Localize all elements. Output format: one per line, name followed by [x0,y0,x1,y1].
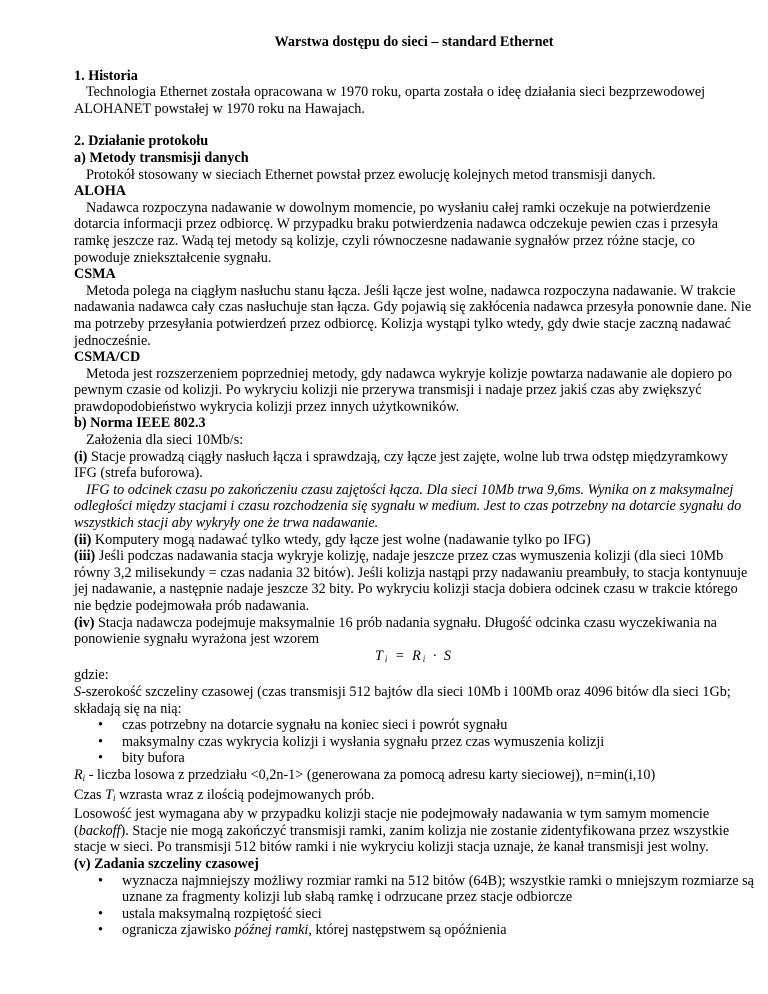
s-variable: S [74,683,82,700]
list-item [74,906,754,923]
formula-dot-s: · S [427,647,453,664]
formula-eq-r: = R [389,647,423,664]
formula-t: T [375,647,385,664]
point-ii-label: (ii) [74,531,92,548]
backoff-formula [74,648,754,668]
czas-sentence [74,787,754,807]
point-v-heading: (v) Zadania szczeliny czasowej [74,855,259,872]
bullet-icon: • [98,717,103,734]
list-item [74,734,754,751]
czas-pre: Czas [74,786,106,803]
formula-r-sub: i [422,653,428,664]
aloha-text: Nadawca rozpoczyna nadawanie w dowolnym momencie, po wysłaniu całej ramki oczekuje na potwierdzenie dotarcia informacji przez odbiorcę. W przypadku braku potwierdzenia nadawca odczekuje pewien czas i przesyła ramkę jeszcze raz. Wadą tej metody są kolizje, czyli równoczesne nadawanie sygnałów przez różne stacje, co powoduje zniekształcenie sygnału. [74,199,718,266]
list-item [74,717,754,734]
bullet-icon: • [98,922,103,939]
czas-variable-sub: i [113,792,116,803]
losowosc-pre: Losowość jest wymagana aby w przypadku kolizji stacje nie podejmowały nadawania w tym samym momencie ( [74,806,710,839]
s-definition-text: -szerokość szczeliny czasowej (czas transmisji 512 bajtów dla sieci 10Mb i 100Mb oraz 4096 bitów dla sieci 1Gb; składają się na nią: [74,683,731,717]
s-definition [74,684,754,717]
list-item-text-pre: ogranicza zjawisko [122,922,235,939]
s-components-list [74,717,754,767]
point-i [74,449,754,482]
point-iv-text: Stacja nadawcza podejmuje maksymalnie 16 prób nadania sygnału. Długość odcinka czasu wyczekiwania na ponowienie sygnału wyrażona jest wzorem [74,614,717,648]
losowosc-paragraph [74,806,754,856]
bullet-icon: • [98,905,103,922]
r-variable: R [74,766,83,783]
csma-text: Metoda polega na ciągłym nasłuchu stanu łącza. Jeśli łącze jest wolne, nadawca rozpoczyna nadawanie. W trakcie nadawania nadawca cały czas nasłuchuje stan łącza. Gdy pojawią się zakłócenia nadawca przesyła ponownie dane. Nie ma potrzeby przesyłania potwierdzeń przez odbiorcę. Kolizja wystąpi tylko wtedy, gdy dwie stacje zaczną nadawać jednocześnie. [74,282,752,349]
point-ii-text: Komputery mogą nadawać tylko wtedy, gdy łącze jest wolne (nadawanie tylko po IFG) [91,531,591,548]
gdzie-label: gdzie: [74,667,109,684]
subsection-a-intro: Protokół stosowany w sieciach Ethernet powstał przez ewolucję kolejnych metod transmisji danych. [86,166,656,183]
r-definition-text: - liczba losowa z przedziału <0,2n-1> (generowana za pomocą adresu karty sieciowej), n=min(i,10) [85,766,656,783]
czas-post: wzrasta wraz z ilością podejmowanych prób. [115,786,375,803]
r-variable-sub: i [82,772,86,783]
spacer [74,117,754,133]
section-2-heading: 2. Działanie protokołu [74,133,209,150]
subsection-b-heading: b) Norma IEEE 802.3 [74,415,206,432]
bullet-icon: • [98,733,103,750]
list-item [74,750,754,767]
list-item-text: wyznacza najmniejszy możliwy rozmiar ramki na 512 bitów (64B); wszystkie ramki o mniejszym rozmiarze są uznane za fragmenty kolizji lub słabą ramkę i odrzucane przez stacje odbiorcze [122,872,754,906]
point-iii-text: Jeśli podczas nadawania stacja wykryje kolizję, nadaje jeszcze przez czas wymuszenia kolizji (dla sieci 10Mb równy 3,2 milisekundy = czas nadania 32 bitów). Jeśli kolizja nastąpi przy nadawaniu preambuły, to stacja kontynuuje jej nadawanie, a następnie nadaje jeszcze 32 bity. Po wykryciu kolizji stacja dobiera odcinek czasu w trakcie którego nie będzie podejmowała prób nadawania. [74,548,748,614]
losowosc-term: backoff [78,822,121,839]
document-title: Warstwa dostępu do sieci – standard Ethernet [274,34,554,50]
section-1-text: Technologia Ethernet została opracowana w 1970 roku, oparta została o ideę działania sieci bezprzewodowej ALOHANET powstałej w 1970 roku na Hawajach. [74,84,706,117]
csmacd-heading: CSMA/CD [74,349,141,366]
losowosc-post: ). Stacje nie mogą zakończyć transmisji ramki, zanim kolizja nie zostanie zidentyfikowana przez wszystkie stacje w sieci. Po transmisji 512 bitów ramki i nie wykryciu kolizji stacja uznaje, że kanał transmisji jest wolny. [74,822,730,856]
list-item-text: czas potrzebny na dotarcie sygnału na koniec sieci i powrót sygnału [122,717,508,734]
ifg-note: IFG to odcinek czasu po zakończeniu czasu zajętości łącza. Dla sieci 10Mb trwa 9,6ms. Wynika on z maksymalnej odległości między stacjami i czasu rozchodzenia się sygnału w medium. Jest to czas potrzebny na dotarcie sygnału do wszystkich stacji aby wykryły one że trwa nadawanie. [74,481,742,532]
bullet-icon: • [98,750,103,767]
slot-tasks-list [74,873,754,939]
point-i-label: (i) [74,448,88,465]
bullet-icon: • [98,872,103,889]
document-page [74,34,754,939]
point-iv-label: (iv) [74,614,95,631]
aloha-heading: ALOHA [74,183,127,200]
subsection-a-heading: a) Metody transmisji danych [74,149,249,166]
point-iii [74,548,754,614]
czas-variable: T [105,786,114,803]
point-i-text: Stacje prowadzą ciągły nasłuch łącza i sprawdzają, czy łącze jest zajęte, wolne lub trwa odstęp międzyramkowy IFG (strefa buforowa). [74,448,728,482]
list-item-term: późnej ramki [234,922,309,939]
subsection-b-intro: Założenia dla sieci 10Mb/s: [86,432,244,449]
list-item [74,873,754,906]
list-item-text-post: , której następstwem są opóźnienia [308,922,507,939]
point-iv [74,615,754,648]
csma-heading: CSMA [74,266,116,283]
point-ii [74,532,754,549]
list-item [74,922,754,939]
list-item-text: maksymalny czas wykrycia kolizji i wysłania sygnału przez czas wymuszenia kolizji [122,733,605,750]
r-definition [74,767,754,787]
section-1-heading: 1. Historia [74,67,138,84]
point-iii-label: (iii) [74,548,96,565]
formula-t-sub: i [384,653,390,664]
list-item-text: ustala maksymalną rozpiętość sieci [122,905,322,922]
csmacd-text: Metoda jest rozszerzeniem poprzedniej metody, gdy nadawca wykryje kolizje powtarza nadawanie ale dopiero po pewnym czasie od kolizji. Po wykryciu kolizji nie przerywa transmisji i nadaje przez jakiś czas aby zwiększyć prawdopodobieństwo wykrycia kolizji przez innych użytkowników. [74,365,732,415]
list-item-text: bity bufora [122,750,185,767]
